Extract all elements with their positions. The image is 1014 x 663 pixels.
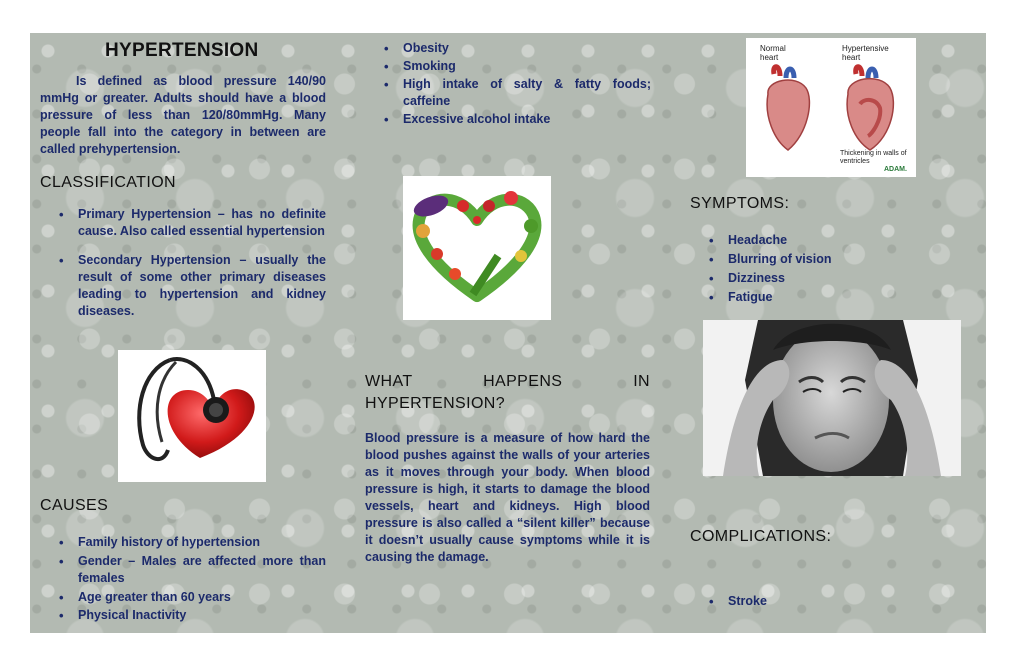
complications-heading: COMPLICATIONS: [690,528,832,545]
stethoscope-heart-image [118,350,266,482]
headache-photo [703,320,961,476]
causes-continued-list [365,40,651,128]
list-item: • Family history of hypertension [40,534,326,551]
symptoms-list [690,232,970,306]
heart-anatomy-icon [756,64,906,154]
symptoms-heading: SYMPTOMS: [690,195,790,212]
list-item: • Physical Inactivity [40,607,326,624]
causes-heading: CAUSES [40,497,109,514]
what-happens-paragraph: Blood pressure is a measure of how hard the blood pushes against the walls of your arteries as it moves through your body. When blood pressure is high, it starts to damage the blood vessels, heart and kidneys. High blood pressure is also called a “silent killer” because it doesn’t usually cause symptoms while it is causing the damage. [365,431,650,564]
list-item: • Headache [690,232,970,249]
vegetable-heart-image [403,176,551,320]
complications-list [690,593,970,610]
list-item: • Age greater than 60 years [40,589,326,606]
normal-heart-label: Normal heart [760,44,786,62]
list-item: • Secondary Hypertension – usually the result of some other primary diseases leading to hypertension and kidney diseases. [40,252,326,320]
list-item: • Obesity [365,40,651,57]
adam-credit: ADAM. [884,166,907,173]
list-item: • Blurring of vision [690,251,970,268]
heart-comparison-diagram [746,38,916,177]
what-happens-heading: WHAT HAPPENS IN HYPERTENSION? [365,373,650,412]
list-item: • Excessive alcohol intake [365,111,651,128]
thickening-label: Thickening in walls of ventricles [840,150,907,165]
list-item: • High intake of salty & fatty foods; caffeine [365,76,651,110]
list-item: • Smoking [365,58,651,75]
definition-paragraph: Is defined as blood pressure 140/90 mmHg or greater. Adults should have a blood pressure of less than 120/80mmHg. Many people fall into the category in between are called prehypertension. [40,74,326,156]
classification-list [40,206,326,320]
headache-woman-photo [703,320,961,476]
list-item: • Gender – Males are affected more than females [40,553,326,587]
causes-list [40,534,326,624]
list-item: • Fatigue [690,289,970,306]
list-item: • Stroke [690,593,970,610]
page-title: HYPERTENSION [105,40,259,61]
list-item: • Dizziness [690,270,970,287]
hypertensive-heart-label: Hypertensive heart [842,44,889,62]
vegetable-heart-icon [403,176,551,320]
classification-heading: CLASSIFICATION [40,174,176,191]
stethoscope-heart-icon [118,350,266,482]
list-item: • Primary Hypertension – has no definite cause. Also called essential hypertension [40,206,326,240]
